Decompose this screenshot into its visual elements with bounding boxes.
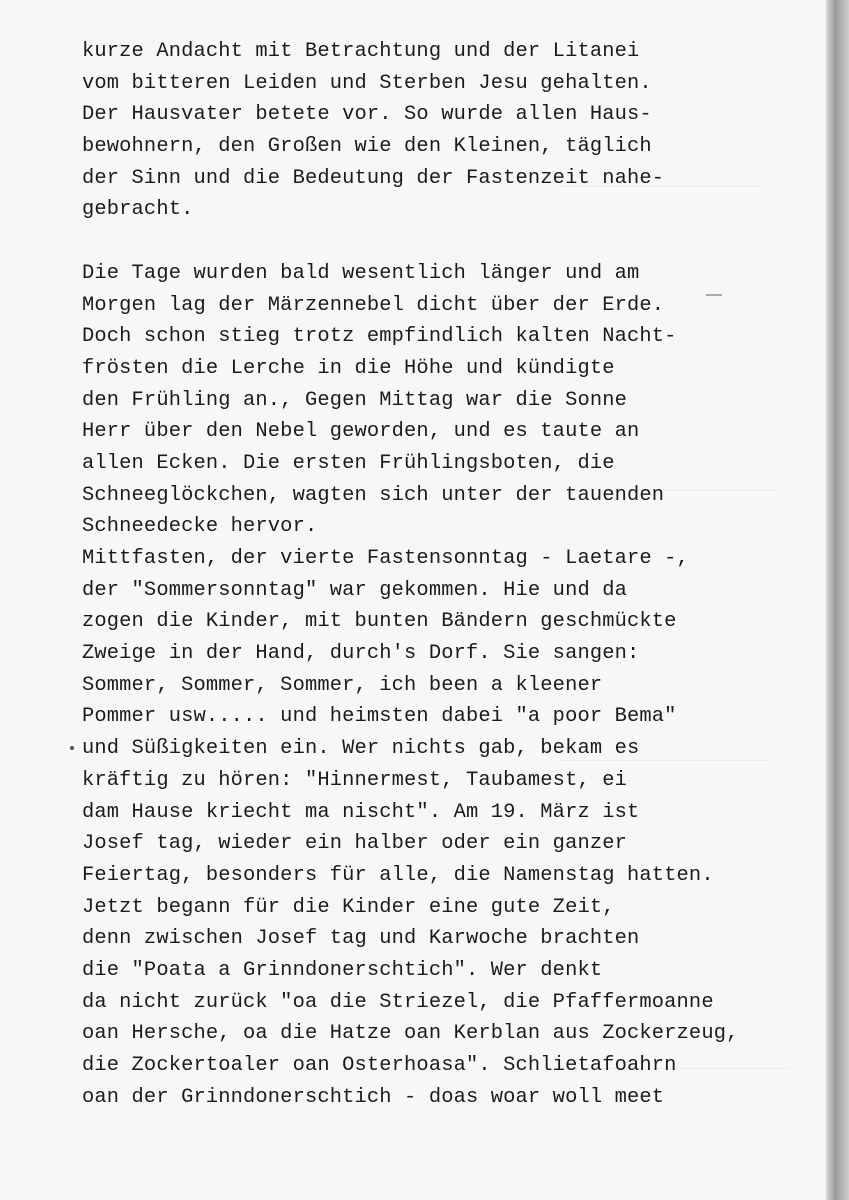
text-line: die "Poata a Grinndonerschtich". Wer denkt [82, 958, 603, 982]
text-line: die Zockertoaler oan Osterhoasa". Schlietafoahrn [82, 1054, 677, 1077]
text-line: da nicht zurück "oa die Striezel, die Pfaffermoanne [82, 990, 714, 1014]
body-text [82, 36, 738, 1113]
text-line: bewohnern, den Großen wie den Kleinen, täglich [82, 135, 652, 159]
text-line: vom bitteren Leiden und Sterben Jesu gehalten. [82, 71, 652, 95]
text-line: Pommer usw..... und heimsten dabei "a poor Bema" [82, 705, 677, 729]
text-line: Schneedecke hervor. [82, 515, 318, 539]
text-line: zogen die Kinder, mit bunten Bändern geschmückte [82, 610, 677, 634]
margin-mark [70, 746, 74, 750]
paragraph-gap [82, 226, 738, 258]
text-line: der Sinn und die Bedeutung der Fastenzeit nahe- [82, 166, 665, 190]
text-line: frösten die Lerche in die Höhe und kündigte [82, 356, 615, 380]
text-line: kräftig zu hören: "Hinnermest, Taubamest, ei [82, 768, 628, 792]
text-line: Herr über den Nebel geworden, und es taute an [82, 420, 640, 444]
text-line: Jetzt begann für die Kinder eine gute Zeit, [82, 895, 615, 919]
text-line: denn zwischen Josef tag und Karwoche brachten [82, 927, 640, 951]
text-line: Sommer, Sommer, Sommer, ich been a kleener [82, 673, 603, 697]
text-line: gebracht. [82, 198, 194, 222]
text-line: Doch schon stieg trotz empfindlich kalten Nacht- [82, 325, 677, 349]
text-line: oan der Grinndonerschtich - doas woar woll meet [82, 1085, 665, 1109]
text-line: Josef tag, wieder ein halber oder ein ganzer [82, 832, 628, 856]
text-line: den Frühling an., Gegen Mittag war die Sonne [82, 388, 628, 412]
text-line: oan Hersche, oa die Hatze oan Kerblan aus Zockerzeug, [82, 1022, 739, 1046]
text-line: Die Tage wurden bald wesentlich länger und am [82, 261, 640, 285]
text-line: Morgen lag der Märzennebel dicht über der Erde. [82, 293, 665, 317]
text-line: der "Sommersonntag" war gekommen. Hie und da [82, 578, 628, 602]
text-line: Der Hausvater betete vor. So wurde allen Haus- [82, 103, 652, 127]
text-line: allen Ecken. Die ersten Frühlingsboten, die [82, 451, 615, 475]
text-line: kurze Andacht mit Betrachtung und der Litanei [82, 40, 640, 63]
page-edge-shadow [826, 0, 849, 1200]
text-line: dam Hause kriecht ma nischt". Am 19. März ist [82, 800, 640, 824]
text-line: und Süßigkeiten ein. Wer nichts gab, bekam es [82, 737, 640, 761]
text-line: Mittfasten, der vierte Fastensonntag - Laetare -, [82, 547, 689, 570]
text-line: Feiertag, besonders für alle, die Namenstag hatten. [82, 863, 714, 887]
text-line: Zweige in der Hand, durch's Dorf. Sie sangen: [82, 642, 640, 666]
text-line: Schneeglöckchen, wagten sich unter der tauenden [82, 483, 665, 507]
